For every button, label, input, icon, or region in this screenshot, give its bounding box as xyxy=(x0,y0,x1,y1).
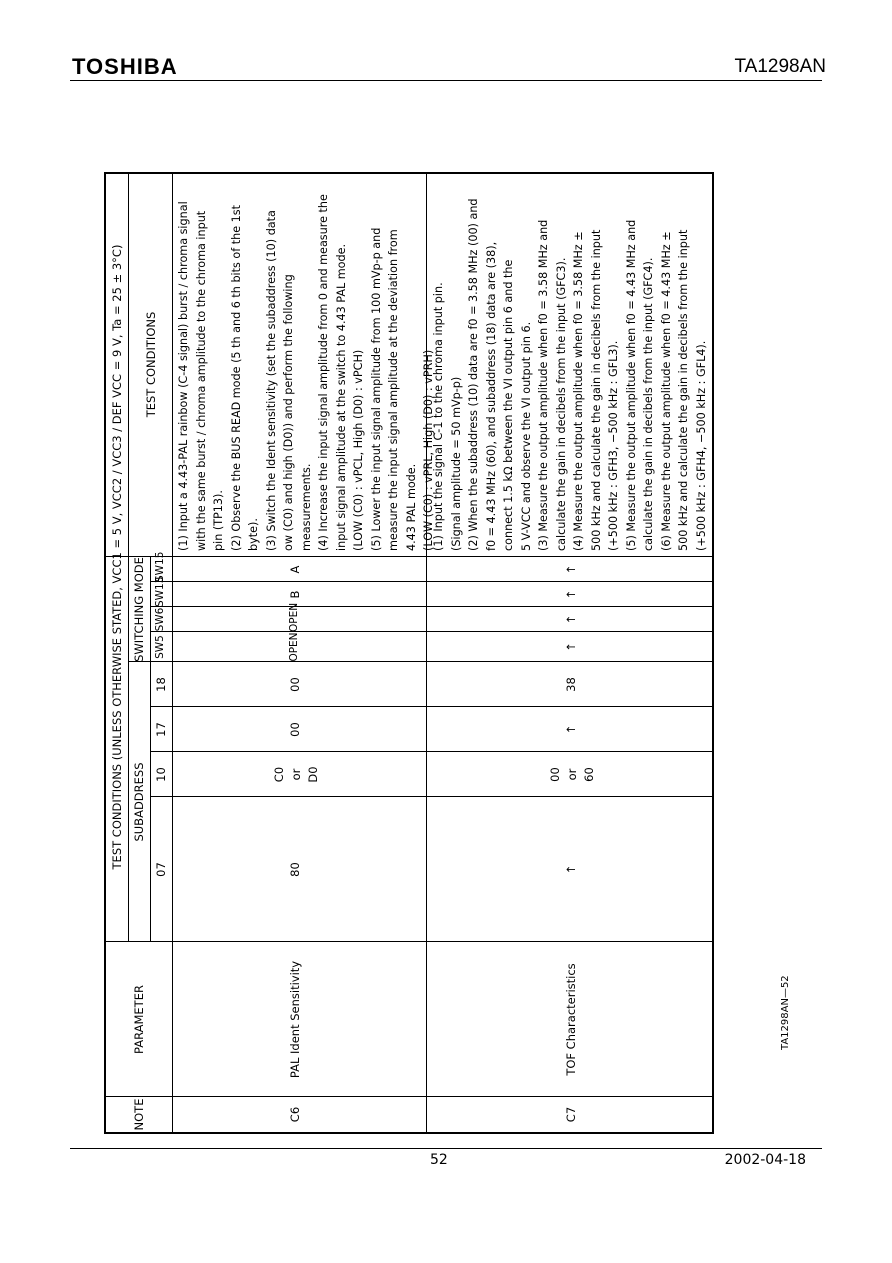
condition-line: byte). xyxy=(247,518,260,551)
condition-line: measurements. xyxy=(299,463,313,551)
note-header: NOTE xyxy=(132,1098,146,1131)
c7-sub07: ↑ xyxy=(564,864,578,875)
condition-line: connect 1.5 kΩ between the VI output pin 6 and the xyxy=(502,259,515,551)
sub-col-18: 18 xyxy=(154,677,168,692)
switching-header: SWITCHING MODE xyxy=(132,557,146,662)
c7-sub17: ↑ xyxy=(564,724,578,735)
table-title: TEST CONDITIONS (UNLESS OTHERWISE STATED, VCC1 = 5 V, VCC2 / VCC3 / DEF VCC = 9 V, Ta = 25 ± 3°C) xyxy=(110,244,124,870)
c6-sub07: 80 xyxy=(288,862,302,877)
condition-line: (3) Switch the Ident sensitivity (set the subaddress (10) data xyxy=(264,210,278,551)
page-code: TA1298AN—52 xyxy=(780,975,791,1050)
c7-sw13: ↑ xyxy=(564,589,578,600)
test-conditions-header: TEST CONDITIONS xyxy=(144,311,158,418)
note-c6: C6 xyxy=(288,1106,302,1123)
condition-line: pin (TP13). xyxy=(212,490,225,551)
parameter-header: PARAMETER xyxy=(132,985,146,1054)
c6-sw5: OPEN xyxy=(288,632,300,662)
condition-line: (4) Increase the input signal amplitude from 0 and measure the xyxy=(317,194,330,551)
c6-sub10: C0 or D0 xyxy=(272,766,320,783)
rotated-table-region xyxy=(104,172,714,1134)
condition-line: 5 V-VCC and observe the VI output pin 6. xyxy=(519,321,533,551)
condition-line: measure the input signal amplitude at the deviation from xyxy=(387,229,400,551)
sub-col-10: 10 xyxy=(154,767,168,782)
condition-line: calculate the gain in decibels from the input (GFC3). xyxy=(554,257,568,551)
c7-sub18: 38 xyxy=(564,677,578,692)
condition-line: (+500 kHz : GFH3, −500 kHz : GFL3). xyxy=(607,340,620,551)
condition-line: 500 kHz and calculate the gain in decibels from the input xyxy=(589,229,603,551)
c7-sw5: ↑ xyxy=(564,642,578,652)
condition-line: with the same burst / chroma amplitude to the chroma input xyxy=(194,210,208,551)
subaddress-header: SUBADDRESS xyxy=(132,762,146,842)
sw-col-13: SW13 xyxy=(154,576,166,607)
part-number: TA1298AN xyxy=(734,56,826,77)
c6-sw13: B xyxy=(288,590,302,599)
condition-line: (Signal amplitude = 50 mVp-p) xyxy=(449,376,463,551)
condition-line: input signal amplitude at the switch to 4.43 PAL mode. xyxy=(334,243,348,551)
c7-sub10: 00 or 60 xyxy=(548,767,596,782)
c6-sub17: 00 xyxy=(288,722,302,737)
c7-sw6: ↑ xyxy=(564,614,578,625)
sw-col-5: SW5 xyxy=(154,635,166,659)
condition-line: (4) Measure the output amplitude when f0 = 3.58 MHz ± xyxy=(572,231,585,551)
condition-line: calculate the gain in decibels from the input (GFC4). xyxy=(642,257,655,551)
condition-line: (2) Observe the BUS READ mode (5 th and 6 th bits of the 1st xyxy=(229,204,243,551)
footer-rule xyxy=(70,1148,822,1149)
sub-col-17: 17 xyxy=(154,722,168,737)
document-date: 2002-04-18 xyxy=(724,1152,806,1168)
sw-col-6: SW6 xyxy=(154,607,166,632)
page-number: 52 xyxy=(430,1152,448,1168)
brand-logo: TOSHIBA xyxy=(72,54,178,79)
condition-line: (+500 kHz : GFH4, −500 kHz : GFL4). xyxy=(694,340,708,551)
c6-test-conditions xyxy=(175,176,438,551)
condition-line: (5) Measure the output amplitude when f0 = 4.43 MHz and xyxy=(624,219,638,551)
condition-line: (1) Input the signal C-1 to the chroma input pin. xyxy=(432,282,445,551)
sub-col-07: 07 xyxy=(154,862,168,877)
condition-line: (5) Lower the input signal amplitude from 100 mVp-p and xyxy=(369,227,383,551)
condition-line: 500 kHz and calculate the gain in decibels from the input xyxy=(677,229,690,551)
condition-line: f0 = 4.43 MHz (60), and subaddress (18) data are (38), xyxy=(484,241,498,551)
c6-sub18: 00 xyxy=(288,677,302,692)
condition-line: (LOW (C0) : vPCL, High (D0) : vPCH) xyxy=(352,349,365,551)
condition-line: ow (C0) and high (D0)) and perform the following xyxy=(282,274,295,551)
condition-line: 4.43 PAL mode. xyxy=(404,463,418,551)
parameter-tof: TOF Characteristics xyxy=(564,963,578,1076)
c7-sw15: ↑ xyxy=(564,564,578,575)
parameter-pal-ident: PAL Ident Sensitivity xyxy=(288,960,302,1079)
c6-sw15: A xyxy=(288,565,302,574)
condition-line: (LOW (C0) : vPRL, High (D0) : vPRH) xyxy=(422,349,435,551)
sw-col-15: SW15 xyxy=(154,551,166,582)
test-conditions-table xyxy=(104,172,714,1134)
condition-line: (6) Measure the output amplitude when f0 = 4.43 MHz ± xyxy=(659,231,673,551)
c7-test-conditions xyxy=(430,176,710,551)
condition-line: (2) When the subaddress (10) data are f0 = 3.58 MHz (00) and xyxy=(467,198,480,551)
condition-line: (1) Input a 4.43-PAL rainbow (C-4 signal) burst / chroma signal xyxy=(177,201,190,551)
condition-line: (3) Measure the output amplitude when f0 = 3.58 MHz and xyxy=(537,219,550,551)
c6-sw6: OPEN xyxy=(288,602,300,632)
note-c7: C7 xyxy=(564,1106,578,1123)
header-rule xyxy=(70,80,822,81)
